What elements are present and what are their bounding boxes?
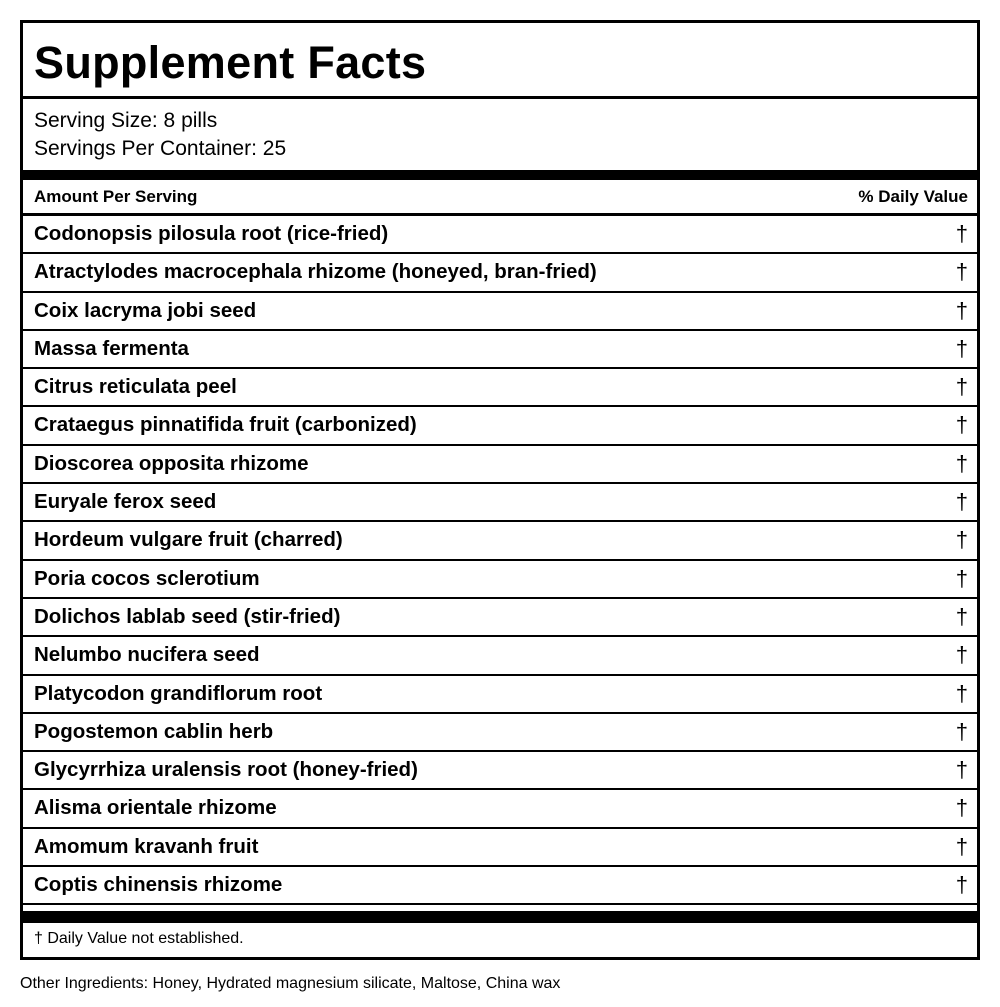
supplement-facts-panel	[20, 20, 980, 960]
serving-size: Serving Size: 8 pills	[34, 109, 218, 132]
ingredient-name: Alisma orientale rhizome	[34, 796, 277, 820]
daily-value-dagger: †	[955, 450, 968, 476]
daily-value-dagger: †	[955, 489, 968, 515]
servings-per-container: Servings Per Container: 25	[34, 137, 287, 160]
ingredient-row	[23, 714, 977, 752]
ingredient-name: Codonopsis pilosula root (rice-fried)	[34, 222, 389, 245]
daily-value-dagger: †	[955, 757, 968, 783]
daily-value-dagger: †	[955, 259, 968, 285]
ingredient-name: Citrus reticulata peel	[34, 375, 237, 399]
daily-value-dagger: †	[955, 565, 968, 591]
daily-value-dagger: †	[955, 642, 968, 668]
daily-value-dagger: †	[955, 872, 968, 898]
ingredient-row	[23, 561, 977, 599]
daily-value-dagger: †	[955, 527, 968, 553]
panel-title: Supplement Facts	[34, 37, 427, 88]
ingredient-name: Coptis chinensis rhizome	[34, 873, 283, 897]
ingredient-name: Atractylodes macrocephala rhizome (honeyed, bran-fried)	[34, 260, 597, 284]
ingredient-row	[23, 637, 977, 675]
ingredient-row	[23, 522, 977, 560]
ingredient-name: Poria cocos sclerotium	[34, 566, 260, 590]
ingredient-name: Pogostemon cablin herb	[34, 719, 274, 743]
daily-value-dagger: †	[955, 221, 968, 246]
daily-value-dagger: †	[955, 795, 968, 821]
ingredient-name: Platycodon grandiflorum root	[34, 681, 323, 705]
daily-value-dagger: †	[955, 718, 968, 744]
ingredient-row	[23, 790, 977, 828]
ingredient-name: Massa fermenta	[34, 336, 189, 360]
ingredient-row	[23, 829, 977, 867]
daily-value-dagger: †	[955, 335, 968, 361]
daily-value-dagger: †	[955, 833, 968, 859]
ingredient-row	[23, 254, 977, 292]
ingredient-row	[23, 369, 977, 407]
ingredient-name: Euryale ferox seed	[34, 490, 217, 514]
ingredient-name: Nelumbo nucifera seed	[34, 643, 260, 667]
ingredient-name: Amomum kravanh fruit	[34, 834, 259, 858]
thick-divider	[23, 170, 977, 180]
ingredient-list	[23, 216, 977, 905]
ingredient-row	[23, 293, 977, 331]
ingredient-row	[23, 446, 977, 484]
ingredient-row	[23, 676, 977, 714]
ingredient-row	[23, 599, 977, 637]
ingredient-row	[23, 407, 977, 445]
footnote: † Daily Value not established.	[34, 930, 244, 947]
other-ingredients: Other Ingredients: Honey, Hydrated magnesium silicate, Maltose, China wax	[20, 975, 561, 992]
ingredient-name: Crataegus pinnatifida fruit (carbonized)	[34, 413, 417, 437]
ingredient-name: Dolichos lablab seed (stir-fried)	[34, 604, 341, 628]
daily-value-dagger: †	[955, 680, 968, 706]
title-box	[23, 23, 977, 99]
thin-divider	[23, 921, 977, 923]
ingredient-name: Glycyrrhiza uralensis root (honey-fried)	[34, 758, 418, 782]
ingredient-name: Hordeum vulgare fruit (charred)	[34, 528, 343, 552]
serving-info	[34, 107, 286, 163]
ingredient-row	[23, 484, 977, 522]
daily-value-label: % Daily Value	[858, 187, 968, 206]
ingredient-row	[23, 216, 977, 254]
column-header	[23, 180, 977, 216]
ingredient-row	[23, 752, 977, 790]
ingredient-row	[23, 867, 977, 905]
daily-value-dagger: †	[955, 297, 968, 323]
amount-per-serving-label: Amount Per Serving	[34, 187, 198, 206]
ingredient-name: Dioscorea opposita rhizome	[34, 451, 309, 475]
daily-value-dagger: †	[955, 603, 968, 629]
thick-divider-bottom	[23, 911, 977, 921]
ingredient-name: Coix lacryma jobi seed	[34, 298, 257, 322]
daily-value-dagger: †	[955, 412, 968, 438]
daily-value-dagger: †	[955, 374, 968, 400]
ingredient-row	[23, 331, 977, 369]
